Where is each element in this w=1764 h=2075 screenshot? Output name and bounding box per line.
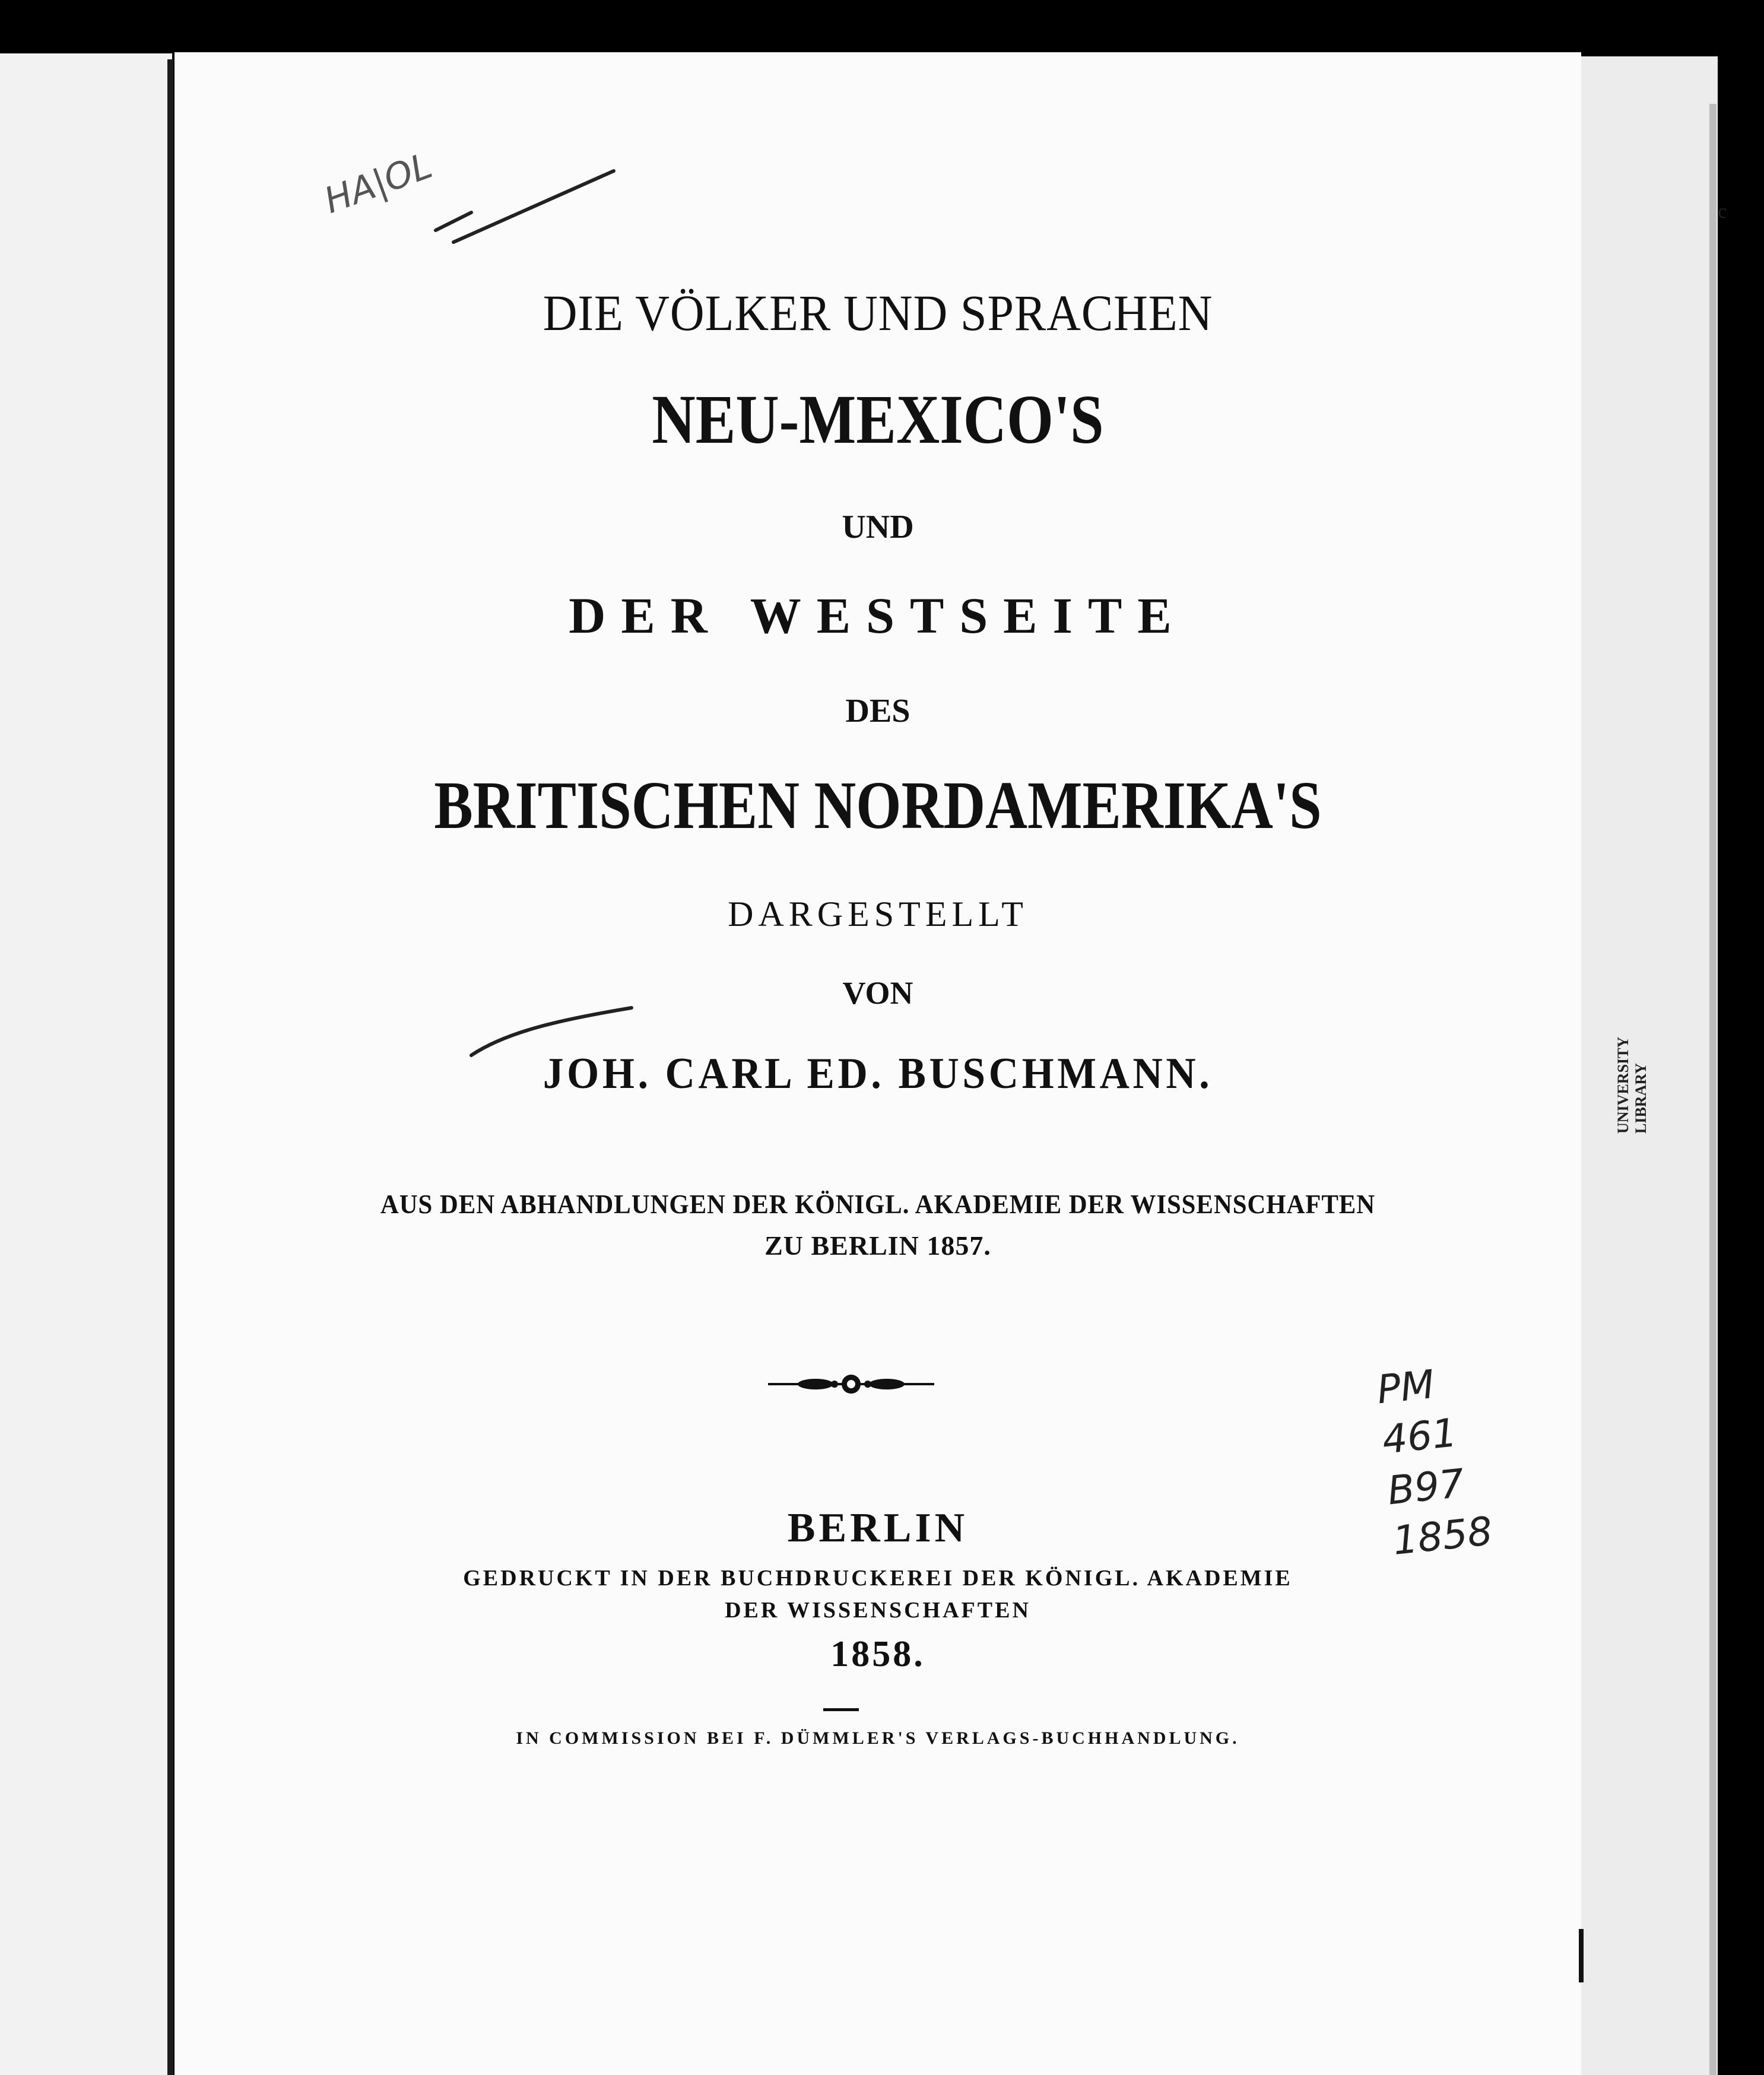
title-line-2: NEU-MEXICO'S: [652, 380, 1104, 458]
sheet-edge: [1709, 104, 1717, 2075]
title-line-4: DER WESTSEITE: [569, 587, 1187, 644]
library-stamp-line: LIBRARY: [1632, 1063, 1649, 1134]
call-number-line: B97: [1385, 1460, 1467, 1514]
city: BERLIN: [787, 1505, 969, 1551]
library-stamp-line: UNIVERSITY: [1614, 1036, 1632, 1134]
printer-line-1: GEDRUCKT IN DER BUCHDRUCKEREI DER KÖNIGL. AKADEMIE: [463, 1566, 1293, 1591]
edge-mark: [1579, 1929, 1584, 1982]
binding-gutter: [167, 59, 173, 2075]
title-line-5: DES: [845, 693, 910, 729]
title-line-3: UND: [842, 509, 914, 545]
call-number-line: PM: [1375, 1361, 1437, 1413]
author-name: JOH. CARL ED. BUSCHMANN.: [542, 1049, 1213, 1098]
title-line-6: BRITISCHEN NORDAMERIKA'S: [434, 767, 1322, 843]
corner-pencil-mark: c: [1718, 201, 1727, 223]
title-line-1: DIE VÖLKER UND SPRACHEN: [542, 284, 1213, 341]
printer-line-2: DER WISSENSCHAFTEN: [725, 1598, 1031, 1623]
publication-year: 1858.: [830, 1634, 925, 1674]
facing-page: [0, 53, 172, 2075]
call-number: [1375, 1359, 1496, 1571]
call-number-line: 461: [1380, 1410, 1460, 1464]
library-stamp: [1614, 1036, 1650, 1134]
handwritten-shelfmark: HA|OL: [319, 145, 438, 222]
von-line: VON: [842, 975, 913, 1011]
dargestellt-line: DARGESTELLT: [728, 894, 1028, 934]
commission-line: IN COMMISSION BEI F. DÜMMLER'S VERLAGS-BUCHHANDLUNG.: [516, 1728, 1240, 1748]
source-line-1: AUS DEN ABHANDLUNGEN DER KÖNIGL. AKADEMIE DER WISSENSCHAFTEN: [380, 1189, 1376, 1219]
source-line-2: ZU BERLIN 1857.: [764, 1230, 991, 1261]
handwritten-check-marks: [175, 52, 1581, 2075]
call-number-line: 1858: [1390, 1508, 1495, 1564]
